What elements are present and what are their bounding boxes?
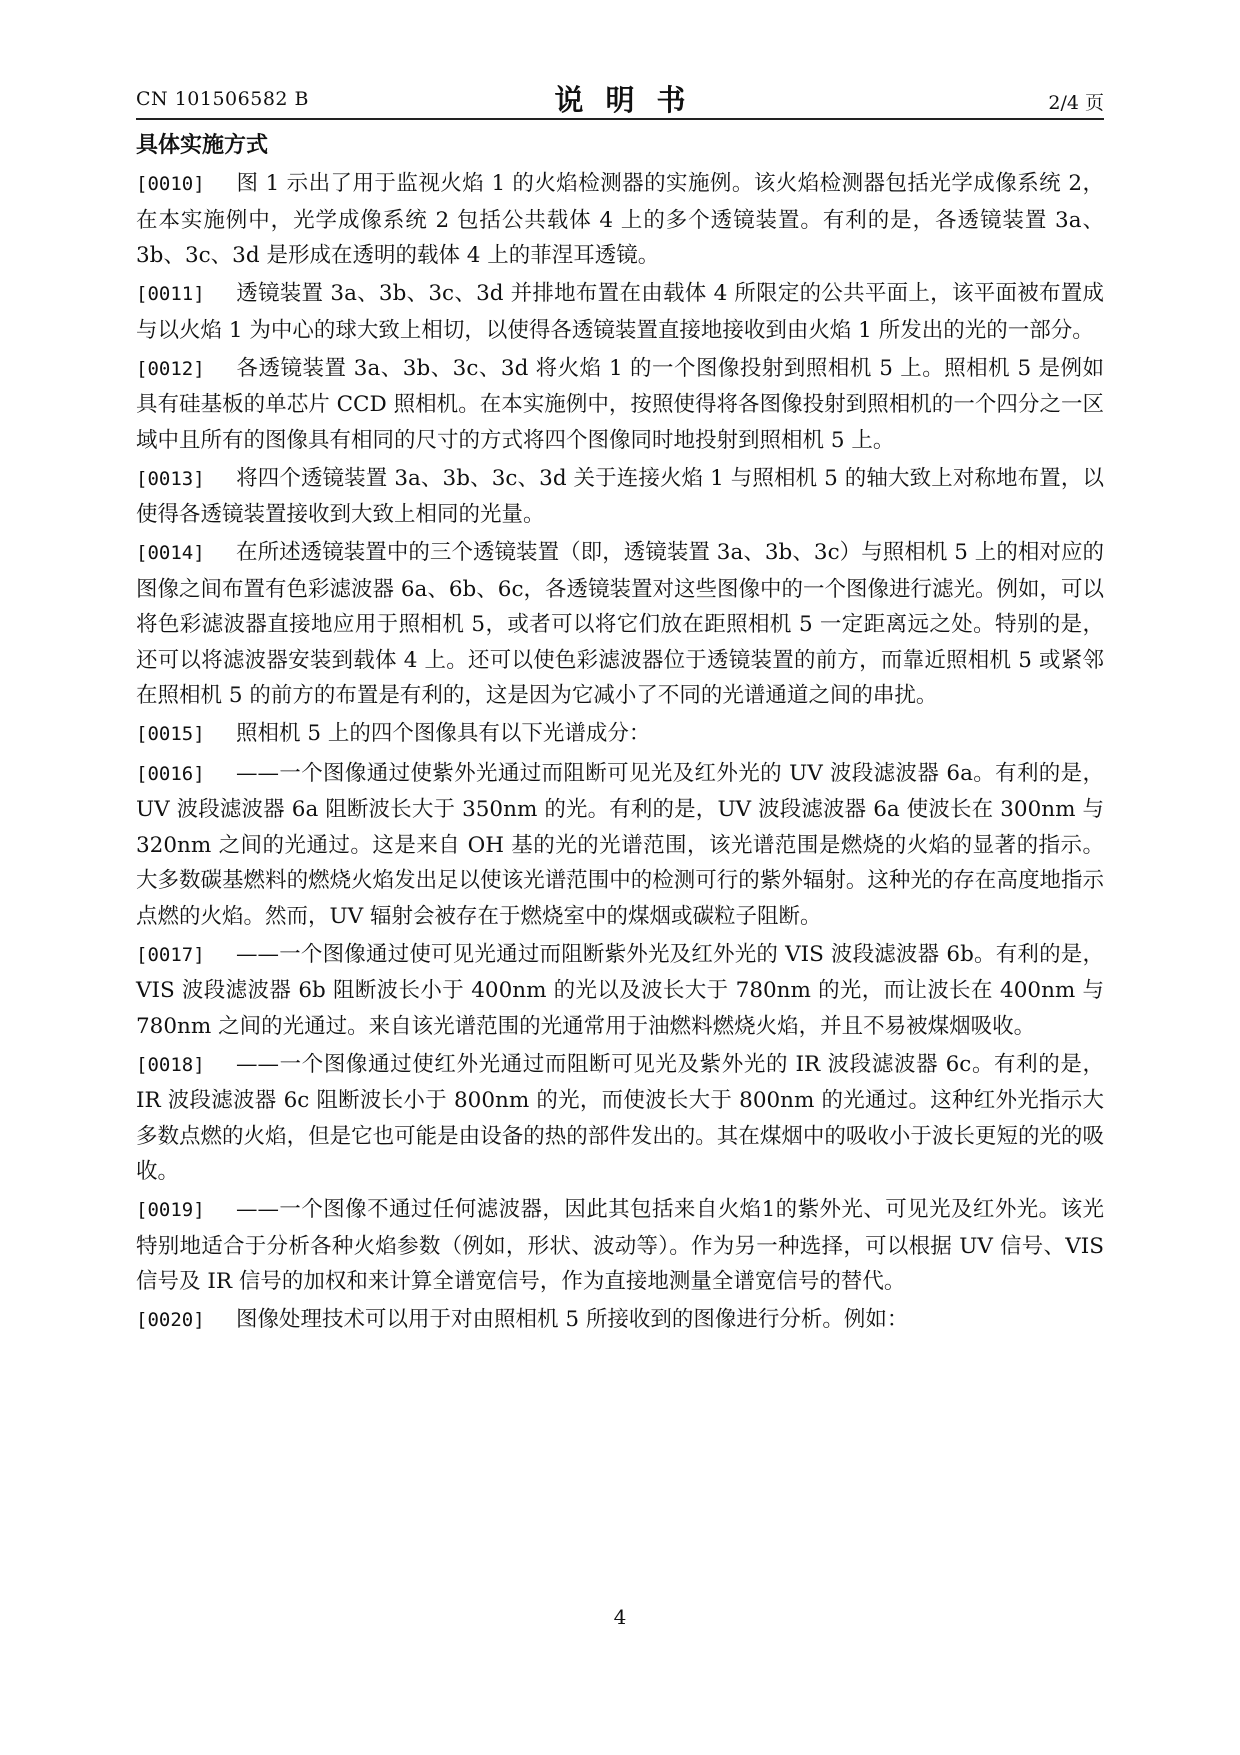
document-title: 说明书 — [554, 83, 708, 117]
paragraph-number: [0017] — [136, 943, 205, 966]
paragraph-number: [0016] — [136, 762, 205, 785]
paragraph — [136, 1302, 1104, 1339]
page-indicator: 2/4 页 — [1048, 92, 1104, 114]
paragraph-list — [136, 166, 1104, 1339]
paragraph — [136, 937, 1104, 1045]
paragraph — [136, 1192, 1104, 1300]
page-number: 4 — [613, 1605, 627, 1629]
document-body — [136, 128, 1104, 1342]
header-divider — [136, 118, 1104, 120]
paragraph-number: [0020] — [136, 1309, 205, 1332]
paragraph-text: ——一个图像通过使可见光通过而阻断紫外光及红外光的 VIS 波段滤波器 6b。有利的是，VIS 波段滤波器 6b 阻断波长小于 400nm 的光以及波长大于 780nm 的光，而让波长在 400nm 与 780nm 之间的光通过。来自该光谱范围的光通常用于油燃料燃烧火焰，并且不易被煤烟吸收。 — [136, 941, 1104, 1039]
paragraph-text: 照相机 5 上的四个图像具有以下光谱成分： — [236, 721, 651, 747]
paragraph-number: [0010] — [136, 173, 205, 195]
paragraph-number: [0014] — [136, 542, 205, 565]
paragraph-number: [0013] — [136, 467, 205, 490]
paragraph — [136, 1047, 1104, 1190]
paragraph-number: [0019] — [136, 1199, 205, 1222]
paragraph-text: 图 1 示出了用于监视火焰 1 的火焰检测器的实施例。该火焰检测器包括光学成像系统 2，在本实施例中，光学成像系统 2 包括公共载体 4 上的多个透镜装置。有利的是，各透镜装置 3a、3b、3c、3d 是形成在透明的载体 4 上的菲涅耳透镜。 — [136, 171, 1104, 268]
paragraph — [136, 461, 1104, 533]
paragraph-text: ——一个图像不通过任何滤波器，因此其包括来自火焰1的紫外光、可见光及红外光。该光特别地适合于分析各种火焰参数（例如，形状、波动等）。作为另一种选择，可以根据 UV 信号、VIS 信号及 IR 信号的加权和来计算全谱宽信号，作为直接地测量全谱宽信号的替代。 — [136, 1197, 1104, 1295]
section-title: 具体实施方式 — [136, 133, 269, 158]
paragraph-text: 在所述透镜装置中的三个透镜装置（即，透镜装置 3a、3b、3c）与照相机 5 上的相对应的图像之间布置有色彩滤波器 6a、6b、6c，各透镜装置对这些图像中的一个图像进行滤光。例如，可以将色彩滤波器直接地应用于照相机 5，或者可以将它们放在距照相机 5 一定距离远之处。特别的是，还可以将滤波器安装到载体 4 上。还可以使色彩滤波器位于透镜装置的前方，而靠近照相机 5 或紧邻在照相机 5 的前方的布置是有利的，这是因为它减小了不同的光谱通道之间的串扰。 — [136, 540, 1104, 709]
paragraph-text: 各透镜装置 3a、3b、3c、3d 将火焰 1 的一个图像投射到照相机 5 上。照相机 5 是例如具有硅基板的单芯片 CCD 照相机。在本实施例中，按照使得将各图像投射到照相机的一个四分之一区域中且所有的图像具有相同的尺寸的方式将四个图像同时地投射到照相机 5 上。 — [136, 355, 1104, 453]
paragraph — [136, 535, 1104, 714]
paragraph — [136, 716, 1104, 753]
paragraph-number: [0015] — [136, 723, 205, 746]
paragraph — [136, 756, 1104, 935]
patent-number: CN 101506582 B — [136, 88, 309, 110]
paragraph-number: [0012] — [136, 357, 205, 380]
paragraph-text: 将四个透镜装置 3a、3b、3c、3d 关于连接火焰 1 与照相机 5 的轴大致上对称地布置，以使得各透镜装置接收到大致上相同的光量。 — [136, 465, 1104, 528]
page-header — [136, 78, 1104, 122]
paragraph-text: ——一个图像通过使紫外光通过而阻断可见光及红外光的 UV 波段滤波器 6a。有利的是，UV 波段滤波器 6a 阻断波长大于 350nm 的光。有利的是，UV 波段滤波器 6a 使波长在 300nm 与 320nm 之间的光通过。这是来自 OH 基的光的光谱范围，该光谱范围是燃烧的火焰的显著的指示。大多数碳基燃料的燃烧火焰发出足以使该光谱范围中的检测可行的紫外辐射。这种光的存在高度地指示点燃的火焰。然而，UV 辐射会被存在于燃烧室中的煤烟或碳粒子阻断。 — [136, 760, 1104, 929]
paragraph-text: 透镜装置 3a、3b、3c、3d 并排地布置在由载体 4 所限定的公共平面上，该平面被布置成与以火焰 1 为中心的球大致上相切，以使得各透镜装置直接地接收到由火焰 1 所发出的光的一部分。 — [136, 281, 1104, 343]
paragraph-number: [0018] — [136, 1053, 205, 1076]
paragraph-text: 图像处理技术可以用于对由照相机 5 所接收到的图像进行分析。例如： — [236, 1307, 909, 1333]
paragraph — [136, 276, 1104, 348]
paragraph-number: [0011] — [136, 283, 205, 306]
paragraph-text: ——一个图像通过使红外光通过而阻断可见光及紫外光的 IR 波段滤波器 6c。有利的是，IR 波段滤波器 6c 阻断波长小于 800nm 的光，而使波长大于 800nm 的光通过。这种红外光指示大多数点燃的火焰，但是它也可能是由设备的热的部件发出的。其在煤烟中的吸收小于波长更短的光的吸收。 — [136, 1051, 1104, 1185]
paragraph — [136, 351, 1104, 459]
paragraph — [136, 166, 1104, 274]
